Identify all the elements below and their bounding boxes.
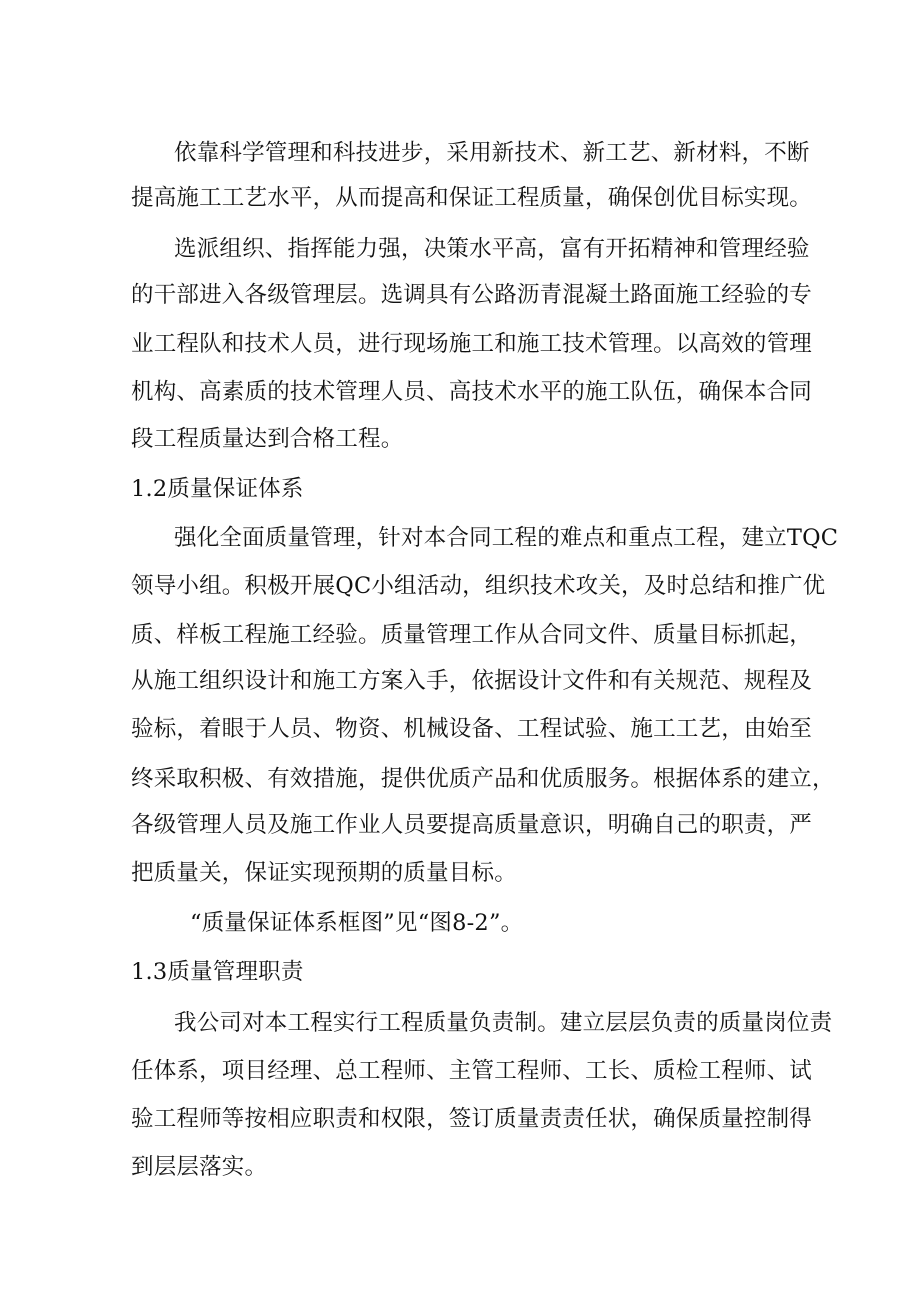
paragraph-2-line-1: 选派组织、指挥能力强，决策水平高，富有开拓精神和管理经验 xyxy=(174,236,810,262)
paragraph-2-line-3: 业工程队和技术人员，进行现场施工和施工技术管理。以高效的管理 xyxy=(131,331,813,357)
figure-reference: “质量保证体系框图”见“图8-2”。 xyxy=(190,910,524,936)
paragraph-3-line-8: 把质量关，保证实现预期的质量目标。 xyxy=(131,860,517,886)
paragraph-2-line-5: 段工程质量达到合格工程。 xyxy=(131,426,404,452)
section-heading-1-3: 1.3质量管理职责 xyxy=(131,959,304,985)
paragraph-3-line-3: 质、样板工程施工经验。质量管理工作从合同文件、质量目标抓起， xyxy=(131,622,813,648)
paragraph-1-line-2: 提高施工工艺水平，从而提高和保证工程质量，确保创优目标实现。 xyxy=(131,185,813,211)
paragraph-3-line-4: 从施工组织设计和施工方案入手，依据设计文件和有关规范、规程及 xyxy=(131,668,813,694)
paragraph-4-line-1: 我公司对本工程实行工程质量负责制。建立层层负责的质量岗位责 xyxy=(174,1010,833,1036)
paragraph-2-line-2: 的干部进入各级管理层。选调具有公路沥青混凝土路面施工经验的专 xyxy=(131,282,813,308)
section-heading-1-2: 1.2质量保证体系 xyxy=(131,476,304,502)
paragraph-4-line-3: 验工程师等按相应职责和权限，签订质量责责任状，确保质量控制得 xyxy=(131,1106,813,1132)
paragraph-4-line-2: 任体系，项目经理、总工程师、主管工程师、工长、质检工程师、试 xyxy=(131,1058,813,1084)
paragraph-3-line-7: 各级管理人员及施工作业人员要提高质量意识，明确自己的职责，严 xyxy=(131,812,813,838)
paragraph-3-line-1: 强化全面质量管理，针对本合同工程的难点和重点工程，建立TQC xyxy=(174,525,839,551)
paragraph-4-line-4: 到层层落实。 xyxy=(131,1154,268,1180)
paragraph-3-line-2: 领导小组。积极开展QC小组活动，组织技术攻关，及时总结和推广优 xyxy=(131,573,826,599)
paragraph-3-line-6: 终采取积极、有效措施，提供优质产品和优质服务。根据体系的建立， xyxy=(131,766,835,792)
paragraph-3-line-5: 验标，着眼于人员、物资、机械设备、工程试验、施工工艺，由始至 xyxy=(131,716,813,742)
paragraph-2-line-4: 机构、高素质的技术管理人员、高技术水平的施工队伍，确保本合同 xyxy=(131,379,813,405)
paragraph-1-line-1: 依靠科学管理和科技进步，采用新技术、新工艺、新材料，不断 xyxy=(174,140,810,166)
